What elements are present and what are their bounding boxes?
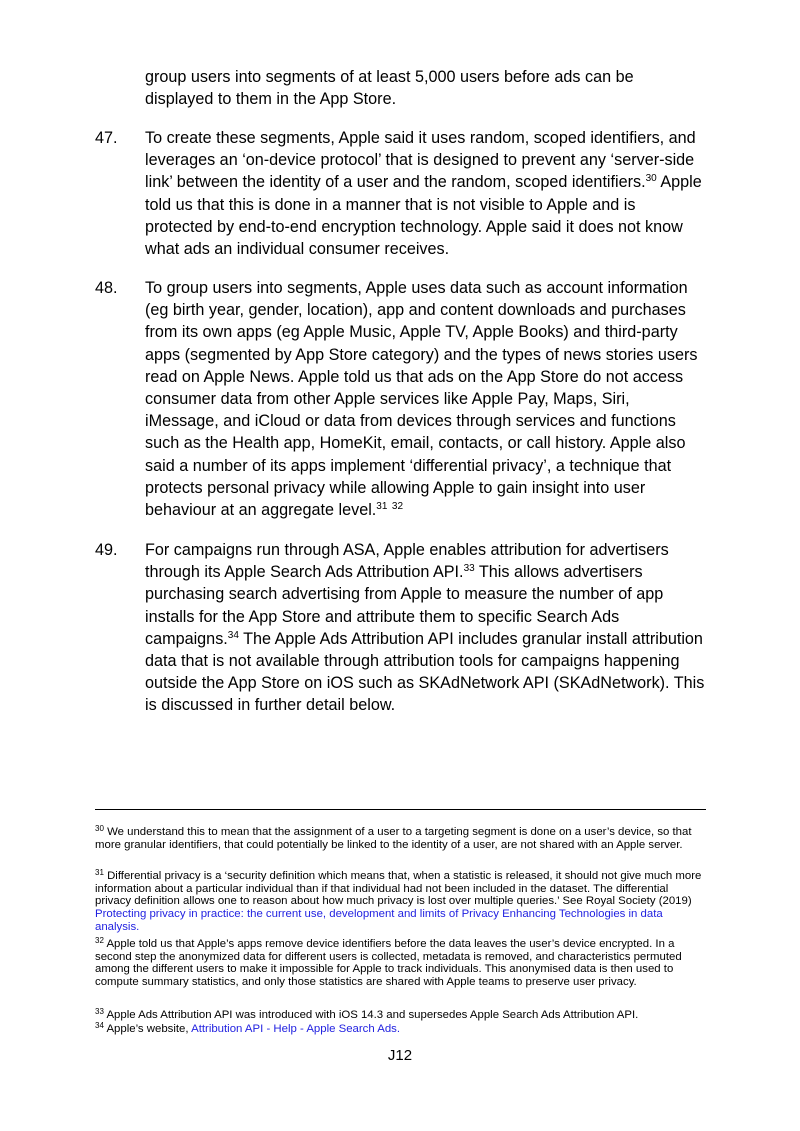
attribution-api-link[interactable]: Attribution API - Help - Apple Search Ads. [191, 1023, 401, 1035]
page-number: J12 [387, 1047, 413, 1064]
paragraph-text: To create these segments, Apple said it uses random, scoped identifiers, and leverages an ‘on-device protocol’ that is designed to prevent any ‘server-side link’ between the identity of a user and the random, scoped identifiers. [145, 129, 696, 192]
footnote-ref-33[interactable]: 33 [463, 563, 475, 575]
footnote-number: 34 [95, 1021, 104, 1030]
paragraph-text: Apple told us that this is done in a manner that is not visible to Apple and is protected by end-to-end encryption technology. Apple said it does not know what ads an individual consumer receives. [145, 173, 702, 259]
footnote-32 [95, 938, 707, 989]
footnote-ref-30[interactable]: 30 [645, 173, 657, 185]
paragraph-text: This allows advertisers purchasing search advertising from Apple to measure the number of app installs for the App Store and attribute them to specific Search Ads campaigns. [145, 563, 664, 648]
paragraph-text: To group users into segments, Apple uses data such as account information (eg birth year, gender, location), app and content downloads and purchases from its own apps (eg Apple Music, Apple TV, Apple Books) and third-party apps (segmented by App Store category) and the types of news stories users read on Apple News. Apple told us that ads on the App Store do not access consumer data from other Apple services like Apple Pay, Maps, Siri, iMessage, and iCloud or data from devices through services and functions such as the Health app, HomeKit, email, contacts, or call history. Apple also said a number of its apps implement ‘differential privacy’, a technique that protects personal privacy while allowing Apple to gain insight into user behaviour at an aggregate level. [145, 279, 698, 520]
footnote-ref-31[interactable]: 31 [376, 501, 388, 513]
footnote-number: 32 [95, 936, 104, 945]
paragraph-text: group users into segments of at least 5,000 users before ads can be displayed to them in the App Store. [145, 68, 634, 109]
footnote-text: Apple told us that Apple’s apps remove device identifiers before the data leaves the user’s device encrypted. In a second step the anonymized data for different users is collected, metadata is removed, and characteristics permuted among the different users to make it impossible for Apple to track individuals. This anonymised data is then used to compute summary statistics, and only those statistics are shared with Apple teams to preserve user privacy. [95, 938, 682, 989]
footnote-text: Apple Ads Attribution API was introduced with iOS 14.3 and supersedes Apple Search Ads Attribution API. [103, 1009, 639, 1021]
paragraph-number: 49. [95, 541, 118, 559]
paragraph-continuation [145, 66, 705, 110]
footnote-33 [95, 1009, 707, 1022]
footnote-31 [95, 870, 707, 934]
paragraph-number: 47. [95, 129, 118, 147]
footnote-separator [95, 809, 706, 810]
footnote-number: 33 [95, 1007, 104, 1016]
footnote-text: We understand this to mean that the assignment of a user to a targeting segment is done on a user’s device, so that more granular identifiers, that could potentially be linked to the identity of a user, are not shared with an Apple server. [95, 826, 692, 851]
paragraph-text: The Apple Ads Attribution API includes granular install attribution data that is not available through attribution tools for campaigns happening outside the App Store on iOS such as SKAdNetwork API (SKAdNetwork). This is discussed in further detail below. [145, 629, 705, 715]
footnote-34 [95, 1023, 707, 1036]
footnote-text: Apple’s website, [103, 1023, 192, 1035]
paragraph-text: For campaigns run through ASA, Apple enables attribution for advertisers through its Apple Search Ads Attribution API. [145, 541, 669, 582]
royal-society-link[interactable]: Protecting privacy in practice: the current use, development and limits of Privacy Enhancing Technologies in data analysis. [95, 908, 663, 933]
footnote-30 [95, 826, 707, 851]
paragraph-49 [95, 539, 705, 717]
footnote-ref-34[interactable]: 34 [227, 629, 239, 641]
paragraph-47 [95, 127, 705, 260]
footnote-number: 31 [95, 868, 104, 877]
paragraph-number: 48. [95, 279, 118, 297]
footnote-number: 30 [95, 824, 104, 833]
footnote-ref-32[interactable]: 32 [391, 501, 404, 513]
footnote-text: Differential privacy is a ‘security definition which means that, when a statistic is released, it should not give much more information about a particular individual than if that individual had not been included in the dataset. The differential privacy definition allows one to reason about how much privacy is lost over multiple queries.’ See Royal Society (2019) [95, 870, 702, 908]
paragraph-48 [95, 277, 705, 521]
